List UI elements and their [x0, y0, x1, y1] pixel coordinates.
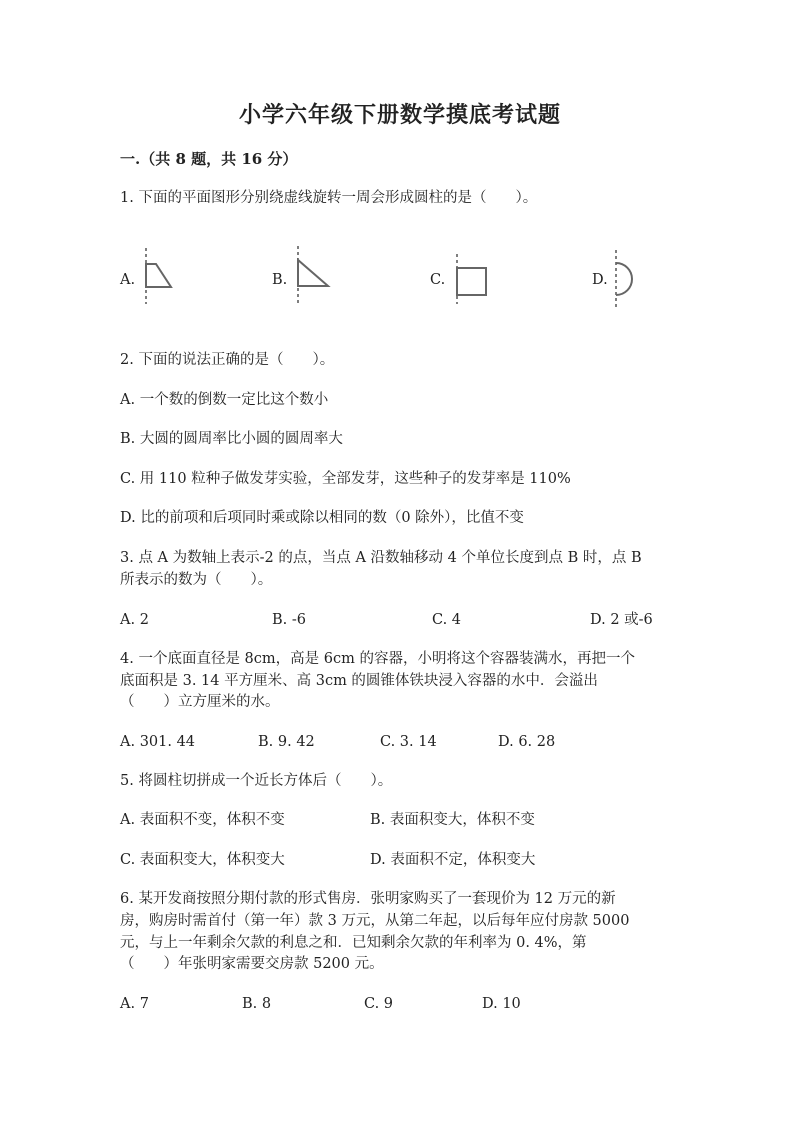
q1-option-b-label: B.: [272, 272, 288, 288]
q2-option-c: C. 用 110 粒种子做发芽实验，全部发芽，这些种子的发芽率是 110%: [120, 471, 571, 487]
question-4-stem-line-1: 4. 一个底面直径是 8cm，高是 6cm 的容器，小明将这个容器装满水，再把一个: [120, 651, 635, 667]
q5-option-b: B. 表面积变大，体积不变: [370, 812, 535, 828]
q3-option-a: A. 2: [120, 612, 149, 628]
question-2-stem: 2. 下面的说法正确的是（ ）。: [120, 352, 335, 368]
q6-option-c: C. 9: [364, 996, 394, 1012]
q1-figure-c-square: [452, 252, 492, 306]
question-3-stem-line-1: 3. 点 A 为数轴上表示-2 的点，当点 A 沿数轴移动 4 个单位长度到点 B 时，点 B: [120, 550, 642, 566]
q6-option-d: D. 10: [482, 996, 521, 1012]
q3-option-c: C. 4: [432, 612, 462, 628]
question-6-stem-line-3: 元，与上一年剩余欠款的利息之和．已知剩余欠款的年利率为 0. 4%，第: [120, 935, 587, 951]
question-6-stem-line-1: 6. 某开发商按照分期付款的形式售房．张明家购买了一套现价为 12 万元的新: [120, 891, 616, 907]
q1-option-c-label: C.: [430, 272, 446, 288]
question-3-stem-line-2: 所表示的数为（ ）。: [120, 572, 273, 588]
q5-option-d: D. 表面积不定，体积变大: [370, 852, 536, 868]
q3-option-b: B. -6: [272, 612, 306, 628]
q3-option-d: D. 2 或-6: [590, 612, 653, 628]
question-4-stem-line-3: （ ）立方厘米的水。: [120, 694, 280, 710]
q4-option-b: B. 9. 42: [258, 734, 315, 750]
q4-option-a: A. 301. 44: [120, 734, 196, 750]
question-1-stem: 1. 下面的平面图形分别绕虚线旋转一周会形成圆柱的是（ ）。: [120, 190, 538, 206]
page-title: 小学六年级下册数学摸底考试题: [238, 102, 561, 128]
q1-figure-a-trapezoid: [140, 246, 180, 306]
question-4-stem-line-2: 底面积是 3. 14 平方厘米、高 3cm 的圆锥体铁块浸入容器的水中．会溢出: [120, 673, 598, 689]
q1-option-d-label: D.: [592, 272, 608, 288]
q1-figure-d-semicircle: [610, 248, 640, 310]
q4-option-c: C. 3. 14: [380, 734, 437, 750]
q6-option-a: A. 7: [120, 996, 149, 1012]
q4-option-d: D. 6. 28: [498, 734, 556, 750]
q2-option-a: A. 一个数的倒数一定比这个数小: [120, 392, 329, 408]
q5-option-a: A. 表面积不变，体积不变: [120, 812, 285, 828]
q2-option-d: D. 比的前项和后项同时乘或除以相同的数（0 除外），比值不变: [120, 510, 524, 526]
q5-option-c: C. 表面积变大，体积变大: [120, 852, 285, 868]
question-6-stem-line-2: 房，购房时需首付（第一年）款 3 万元，从第二年起，以后每年应付房款 5000: [120, 913, 630, 929]
q2-option-b: B. 大圆的圆周率比小圆的圆周率大: [120, 431, 343, 447]
question-5-stem: 5. 将圆柱切拼成一个近长方体后（ ）。: [120, 773, 393, 789]
section-heading: 一.（共 8 题，共 16 分）: [120, 150, 298, 168]
q6-option-b: B. 8: [242, 996, 272, 1012]
q1-option-a-label: A.: [120, 272, 136, 288]
question-6-stem-line-4: （ ）年张明家需要交房款 5200 元。: [120, 956, 384, 972]
q1-figure-b-triangle: [292, 244, 336, 306]
